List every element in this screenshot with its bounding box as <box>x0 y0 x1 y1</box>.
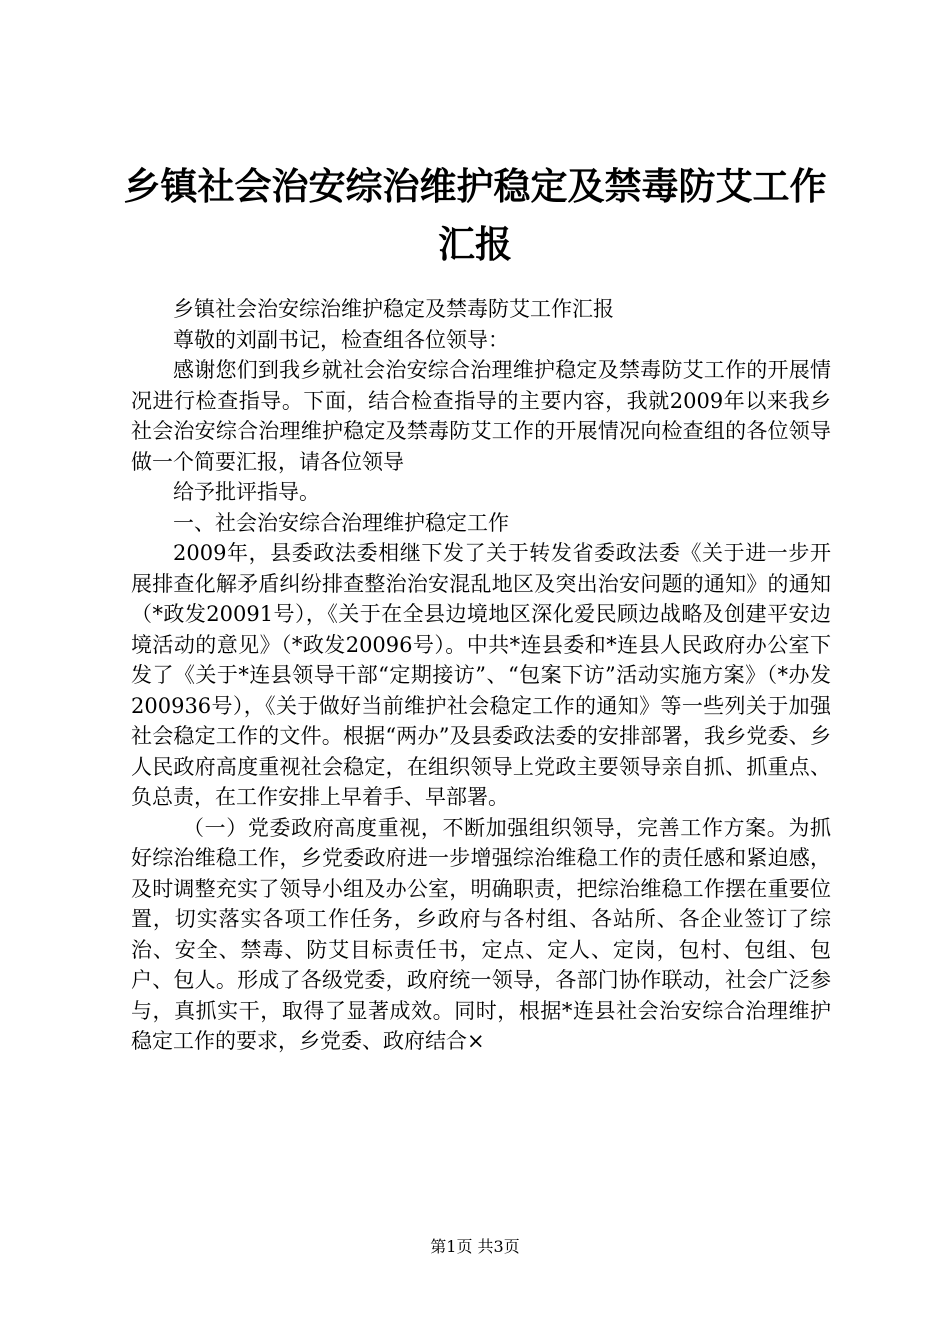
paragraph-subsection-1: （一）党委政府高度重视，不断加强组织领导，完善工作方案。为抓好综治维稳工作，乡党委政府进一步增强综治维稳工作的责任感和紧迫感，及时调整充实了领导小组及办公室，明确职责，把综治维稳工作摆在重要位置，切实落实各项工作任务，乡政府与各村组、各站所、各企业签订了综治、安全、禁毒、防艾目标责任书，定点、定人、定岗，包村、包组、包户、包人。形成了各级党委，政府统一领导，各部门协作联动，社会广泛参与，真抓实干，取得了显著成效。同时，根据*连县社会治安综合治理维护稳定工作的要求，乡党委、政府结合× <box>131 815 831 1053</box>
paragraph-2009: 2009年，县委政法委相继下发了关于转发省委政法委《关于进一步开展排查化解矛盾纠纷排查整治治安混乱地区及突出治安问题的通知》的通知（*政发20091号），《关于在全县边境地区深化爱民顾边战略及创建平安边境活动的意见》（*政发20096号）。中共*连县委和*连县人民政府办公室下发了《关于*连县领导干部“定期接访”、“包案下访”活动实施方案》（*办发200936号），《关于做好当前维护社会稳定工作的通知》等一些列关于加强社会稳定工作的文件。根据“两办”及县委政法委的安排部署，我乡党委、乡人民政府高度重视社会稳定，在组织领导上党政主要领导亲自抓、抓重点、负总责，在工作安排上早着手、早部署。 <box>131 541 831 809</box>
page-footer: 第1页 共3页 <box>430 1237 520 1256</box>
paragraph-subtitle: 乡镇社会治安综治维护稳定及禁毒防艾工作汇报 <box>173 297 614 321</box>
document-body <box>131 294 831 1057</box>
paragraph-salutation: 尊敬的刘副书记，检查组各位领导： <box>173 327 509 352</box>
paragraph-intro: 感谢您们到我乡就社会治安综合治理维护稳定及禁毒防艾工作的开展情况进行检查指导。下面，结合检查指导的主要内容，我就2009年以来我乡社会治安综合治理维护稳定及禁毒防艾工作的开展情况向检查组的各位领导做一个简要汇报，请各位领导 <box>131 358 831 474</box>
document-title: 乡镇社会治安综治维护稳定及禁毒防艾工作汇报 <box>123 165 827 266</box>
section-heading-1: 一、社会治安综合治理维护稳定工作 <box>173 510 509 535</box>
paragraph-intro-continued: 给予批评指导。 <box>173 480 320 504</box>
